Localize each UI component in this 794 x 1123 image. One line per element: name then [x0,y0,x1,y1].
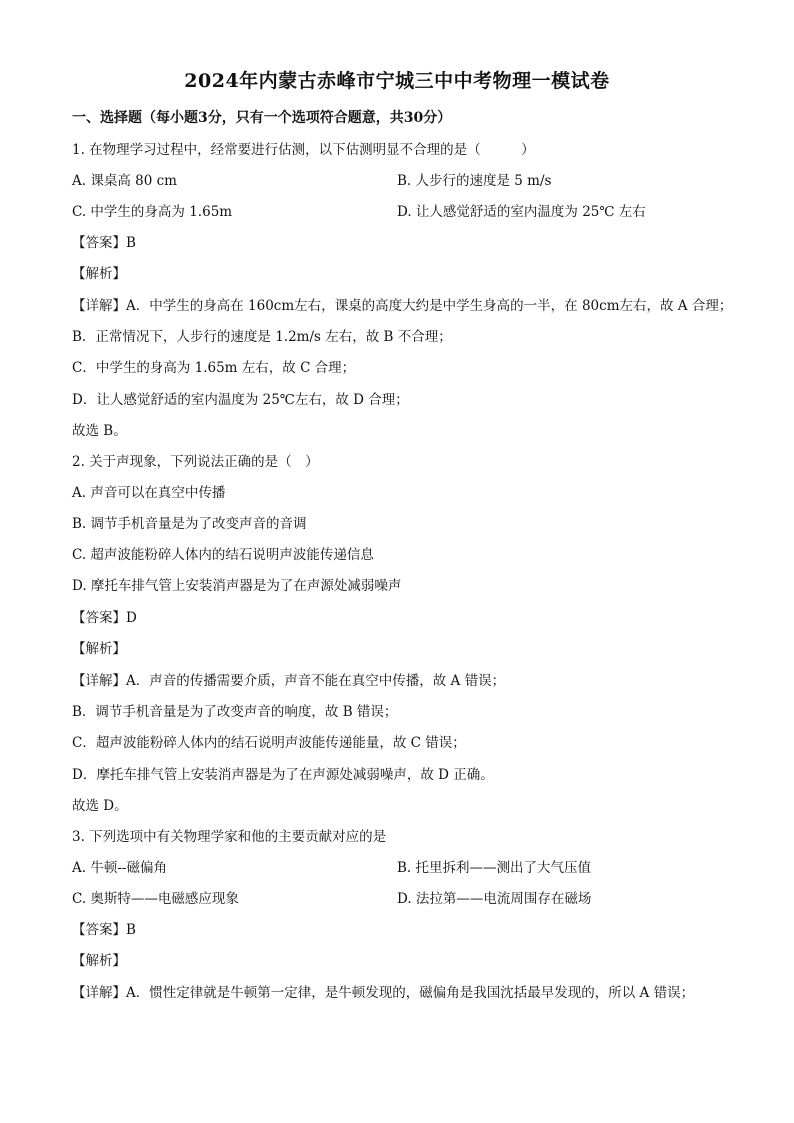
question-1-option-b: B. 人步行的速度是 5 m/s [397,173,552,189]
question-3-stem: 3. 下列选项中有关物理学家和他的主要贡献对应的是 [72,829,387,845]
question-1-detail: D．让人感觉舒适的室内温度为 25℃左右，故 D 合理； [72,392,409,408]
question-3-option-b: B. 托里拆利——测出了大气压值 [397,860,592,876]
question-2-detail: D．摩托车排气管上安装消声器是为了在声源处减弱噪声，故 D 正确。 [72,767,494,783]
question-3-answer: 【答案】B [72,922,136,938]
question-3-analysis-label: 【解析】 [72,953,126,969]
question-2-option-d: D. 摩托车排气管上安装消声器是为了在声源处减弱噪声 [72,578,402,594]
question-1-option-c: C. 中学生的身高为 1.65m [72,204,233,220]
question-1-option-d: D. 让人感觉舒适的室内温度为 25℃ 左右 [397,204,646,220]
question-2-option-b: B. 调节手机音量是为了改变声音的音调 [72,516,307,532]
question-2-detail: C．超声波能粉碎人体内的结石说明声波能传递能量，故 C 错误； [72,735,466,751]
question-2-conclusion: 故选 D。 [72,798,128,814]
question-1-stem: 1. 在物理学习过程中，经常要进行估测，以下估测明显不合理的是（ ） [72,142,535,158]
question-1-answer: 【答案】B [72,235,136,251]
question-1-option-a: A. 课桌高 80 cm [72,173,177,189]
question-2-detail: 【详解】A．声音的传播需要介质，声音不能在真空中传播，故 A 错误； [72,673,506,689]
question-2-option-c: C. 超声波能粉碎人体内的结石说明声波能传递信息 [72,547,374,563]
page-title: 2024年内蒙古赤峰市宁城三中中考物理一模试卷 [184,70,610,92]
question-1-analysis-label: 【解析】 [72,266,126,282]
question-2-detail: B．调节手机音量是为了改变声音的响度，故 B 错误； [72,704,398,720]
question-3-option-a: A. 牛顿--磁偏角 [72,860,167,876]
question-2-option-a: A. 声音可以在真空中传播 [72,485,226,501]
question-3-detail: 【详解】A．惯性定律就是牛顿第一定律，是牛顿发现的，磁偏角是我国沈括最早发现的，所以 A 错误； [72,985,695,1001]
question-3-option-c: C. 奥斯特——电磁感应现象 [72,891,239,907]
section-heading: 一、选择题（每小题3分，只有一个选项符合题意，共30分） [72,110,452,126]
question-1-detail: 【详解】A．中学生的身高在 160cm左右，课桌的高度大约是中学生身高的一半，在 80cm左右，故 A 合理； [72,298,733,314]
question-1-conclusion: 故选 B。 [72,423,127,439]
question-2-stem: 2. 关于声现象，下列说法正确的是（ ） [72,454,319,470]
question-1-detail: C．中学生的身高为 1.65m 左右，故 C 合理； [72,360,356,376]
question-2-answer: 【答案】D [72,610,137,626]
question-3-option-d: D. 法拉第——电流周围存在磁场 [397,891,592,907]
question-2-analysis-label: 【解析】 [72,641,126,657]
question-1-detail: B．正常情况下，人步行的速度是 1.2m/s 左右，故 B 不合理； [72,329,452,345]
